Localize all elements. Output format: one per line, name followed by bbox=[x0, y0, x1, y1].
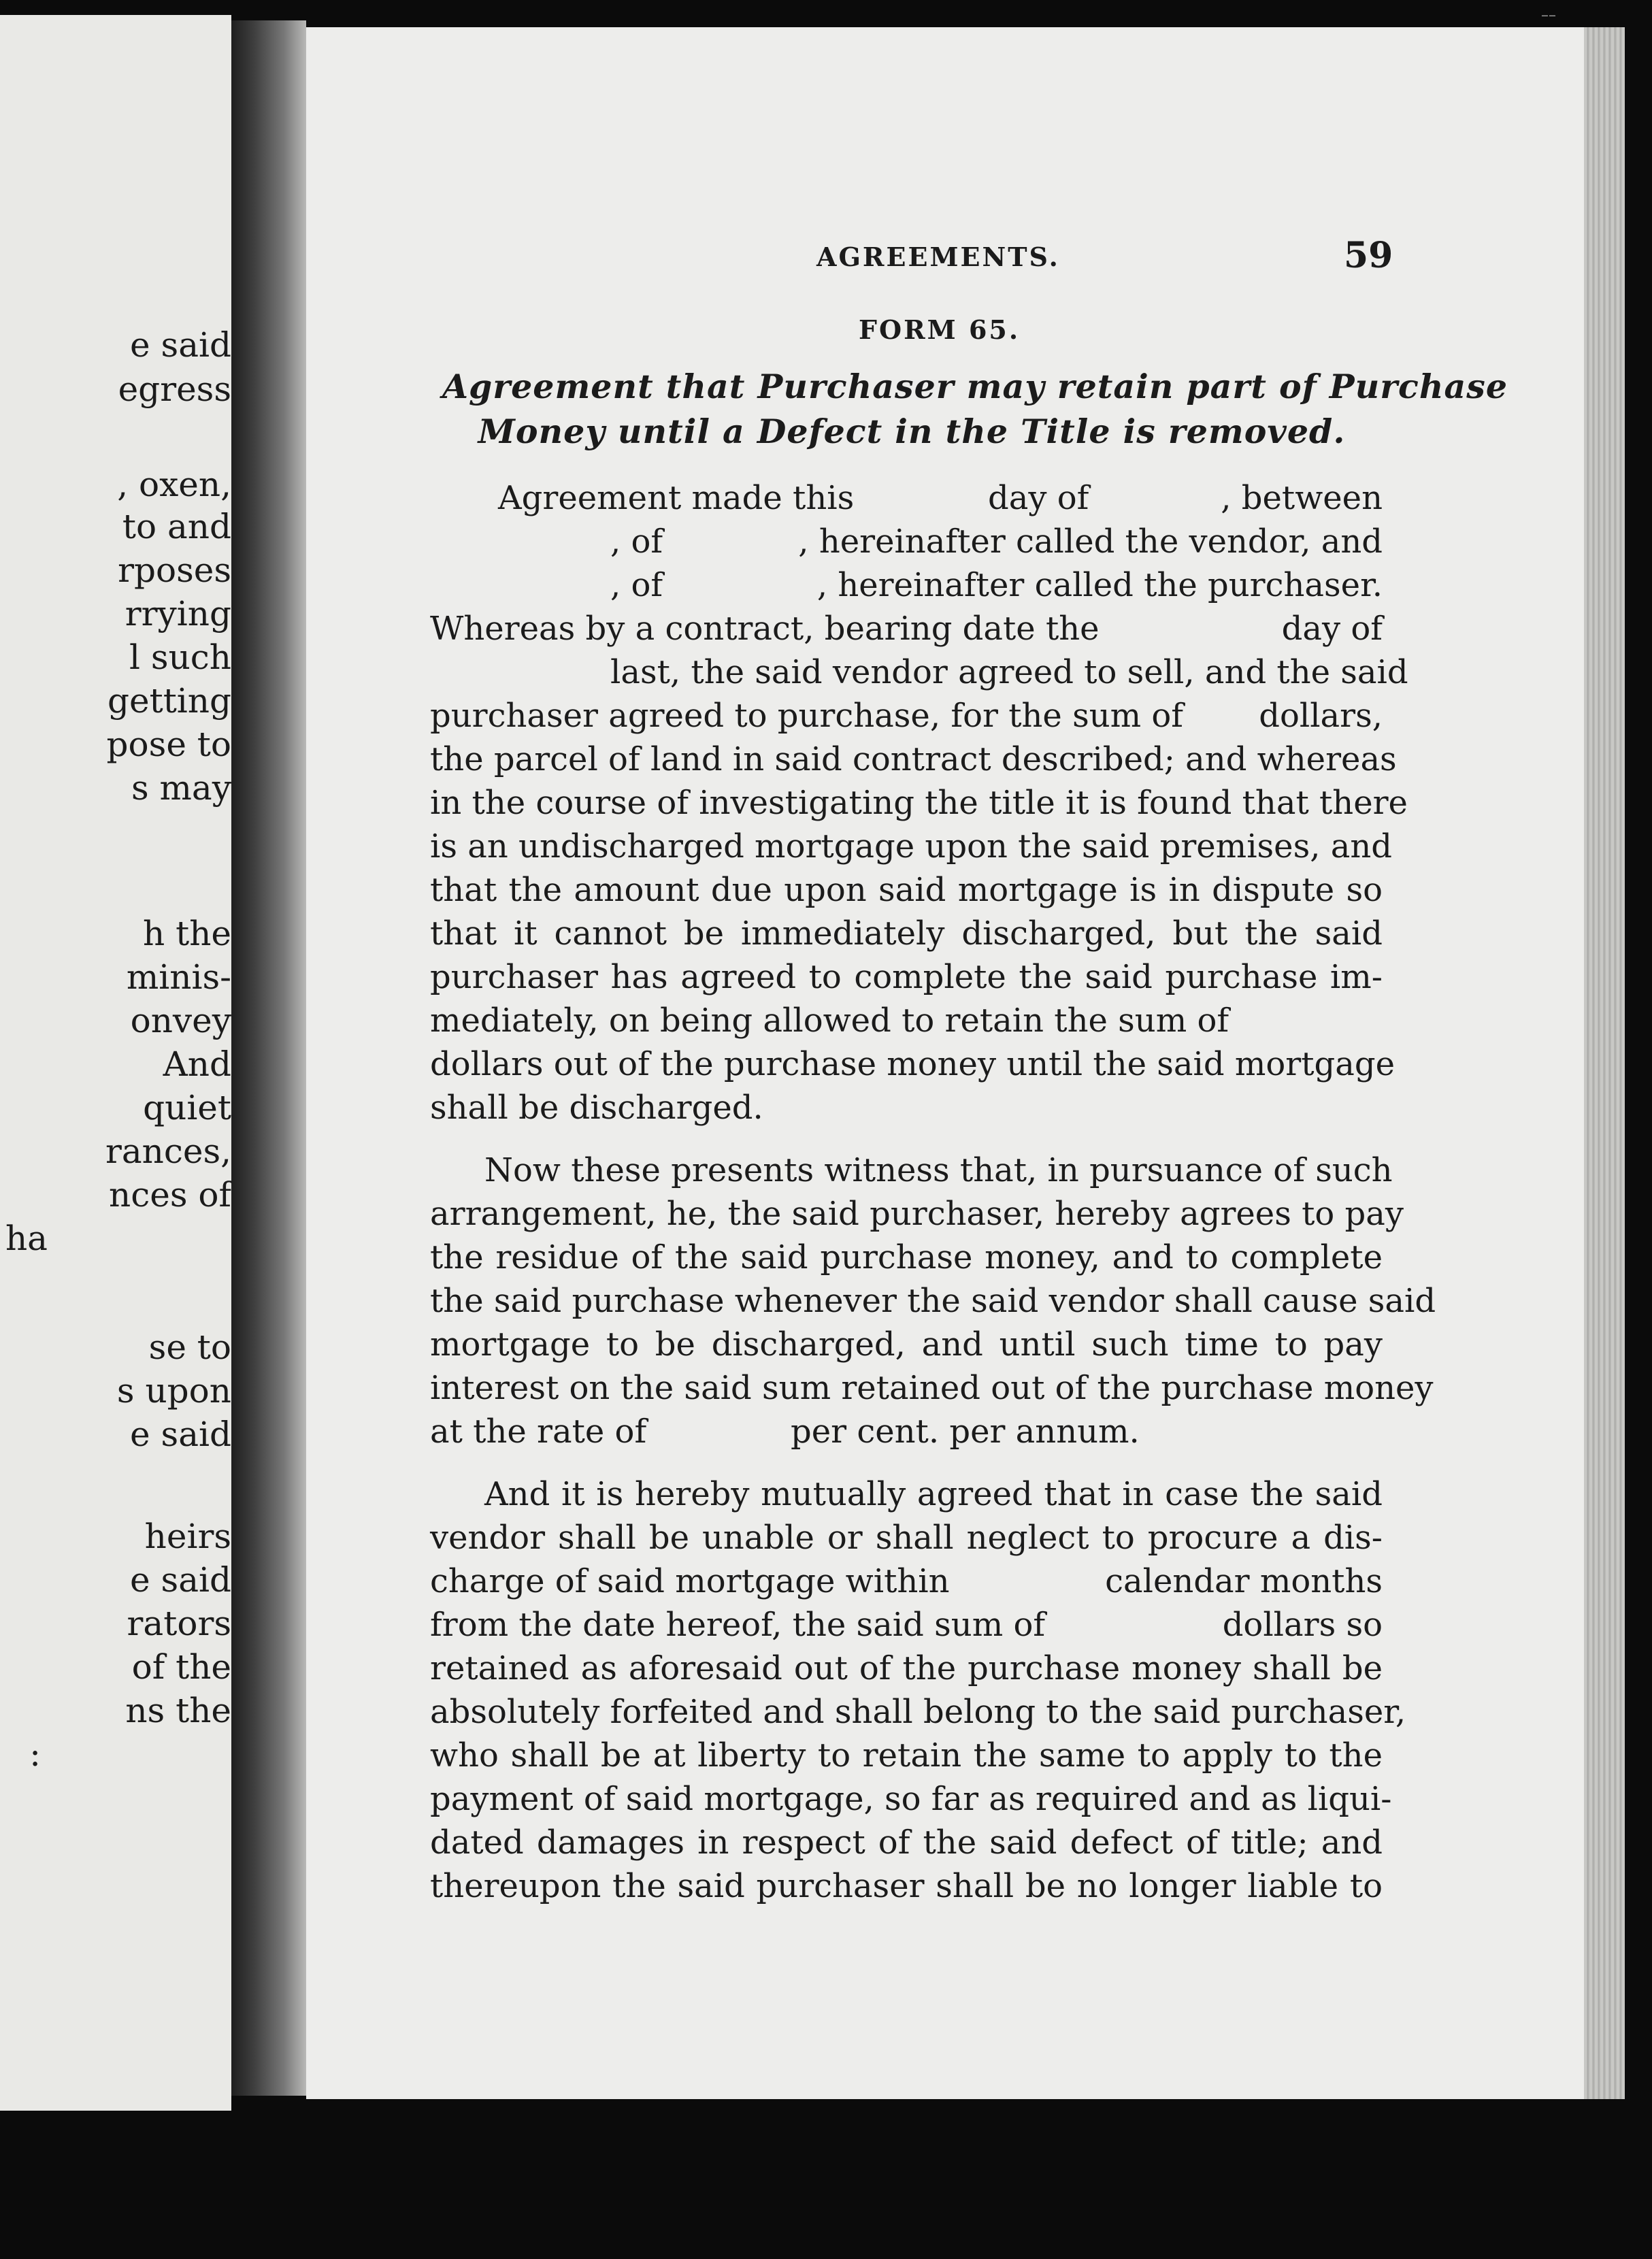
text-fragment: dollars so bbox=[1222, 1606, 1383, 1644]
text-line: who shall be at liberty to retain the same to apply to the bbox=[430, 1736, 1383, 1775]
left-page-line: quiet bbox=[143, 1088, 231, 1127]
left-page-line: egress bbox=[118, 369, 231, 409]
text-line: is an undischarged mortgage upon the said premises, and bbox=[430, 827, 1392, 865]
text-line: payment of said mortgage, so far as required and as liqui- bbox=[430, 1780, 1392, 1818]
text-line: thereupon the said purchaser shall be no longer liable to bbox=[430, 1867, 1383, 1905]
text-fragment: , of bbox=[610, 523, 663, 561]
text-fragment: charge of said mortgage within bbox=[430, 1562, 950, 1600]
text-line: the parcel of land in said contract described; and whereas bbox=[430, 740, 1397, 778]
text-line bbox=[430, 607, 1383, 650]
text-fragment: Agreement made this bbox=[498, 479, 855, 517]
text-line: the said purchase whenever the said vendor shall cause said bbox=[430, 1282, 1436, 1320]
text-line: And it is hereby mutually agreed that in case the said bbox=[484, 1475, 1383, 1513]
left-page-line: rators bbox=[127, 1604, 231, 1643]
text-line: dollars out of the purchase money until the said mortgage bbox=[430, 1045, 1395, 1083]
text-fragment: from the date hereof, the said sum of bbox=[430, 1606, 1046, 1644]
form-number: FORM 65. bbox=[859, 314, 1021, 345]
text-line: that it cannot be immediately discharged, but the said bbox=[430, 914, 1383, 953]
form-title bbox=[442, 364, 1508, 454]
text-fragment: , hereinafter called the purchaser. bbox=[816, 566, 1383, 604]
left-page-line: e said bbox=[130, 1560, 231, 1600]
text-line: interest on the said sum retained out of the purchase money bbox=[430, 1369, 1434, 1407]
left-page-line: h the bbox=[143, 914, 231, 953]
left-page-line: minis- bbox=[126, 957, 231, 997]
text-line bbox=[430, 1603, 1383, 1647]
text-line: mediately, on being allowed to retain the sum of bbox=[430, 1002, 1229, 1040]
text-line: vendor shall be unable or shall neglect to procure a dis- bbox=[430, 1519, 1383, 1557]
text-line: Now these presents witness that, in pursuance of such bbox=[484, 1151, 1393, 1189]
left-page-line: , oxen, bbox=[117, 465, 231, 504]
form-title-line: Money until a Defect in the Title is removed. bbox=[478, 412, 1346, 451]
text-fragment: day of bbox=[988, 479, 1089, 517]
left-page-line: And bbox=[163, 1044, 231, 1084]
text-line bbox=[430, 1410, 1383, 1453]
text-line: purchaser has agreed to complete the said purchase im- bbox=[430, 958, 1383, 996]
left-page-line: e said bbox=[130, 1415, 231, 1454]
text-fragment: day of bbox=[1281, 610, 1383, 648]
running-head: AGREEMENTS. bbox=[816, 242, 1060, 272]
text-line bbox=[430, 1560, 1383, 1603]
text-line bbox=[430, 563, 1383, 607]
text-fragment: , hereinafter called the vendor, and bbox=[798, 523, 1383, 561]
left-facing-page bbox=[0, 15, 231, 2111]
page-stack-edge bbox=[1584, 27, 1625, 2099]
left-page-line: nces of bbox=[109, 1175, 231, 1215]
left-page-line: rrying bbox=[125, 594, 231, 633]
scan-mark: –– bbox=[1541, 7, 1556, 24]
page-number: 59 bbox=[1344, 235, 1393, 276]
text-line: last, the said vendor agreed to sell, and the said bbox=[610, 653, 1408, 691]
text-fragment: at the rate of bbox=[430, 1413, 647, 1451]
left-page-line: s may bbox=[131, 768, 231, 808]
text-line: absolutely forfeited and shall belong to the said purchaser, bbox=[430, 1693, 1406, 1731]
text-line bbox=[430, 520, 1383, 563]
text-fragment: calendar months bbox=[1105, 1562, 1383, 1600]
left-page-line: s upon bbox=[116, 1371, 231, 1411]
left-page-line: e said bbox=[130, 325, 231, 365]
left-page-line: rposes bbox=[118, 550, 231, 590]
text-line: that the amount due upon said mortgage is in dispute so bbox=[430, 871, 1383, 909]
left-page-line: getting bbox=[108, 681, 231, 721]
text-fragment: per cent. per annum. bbox=[791, 1413, 1140, 1451]
left-page-line: onvey bbox=[130, 1001, 231, 1040]
book-gutter-shadow bbox=[231, 20, 306, 2096]
text-line: shall be discharged. bbox=[430, 1089, 763, 1127]
left-page-line: ns the bbox=[125, 1691, 231, 1730]
form-body bbox=[430, 476, 1436, 1908]
text-line: mortgage to be discharged, and until such time to pay bbox=[430, 1325, 1383, 1364]
text-line bbox=[430, 476, 1383, 520]
text-fragment: dollars, bbox=[1259, 697, 1383, 735]
left-page-line: pose to bbox=[106, 725, 231, 764]
form-title-line: Agreement that Purchaser may retain part of Purchase bbox=[442, 367, 1508, 406]
text-line: arrangement, he, the said purchaser, hereby agrees to pay bbox=[430, 1195, 1404, 1233]
text-fragment: purchaser agreed to purchase, for the sum of bbox=[430, 697, 1184, 735]
text-line: the residue of the said purchase money, and to complete bbox=[430, 1238, 1383, 1276]
left-page-line: ha bbox=[5, 1219, 48, 1258]
text-line: retained as aforesaid out of the purchase money shall be bbox=[430, 1649, 1383, 1687]
left-page-line: of the bbox=[131, 1647, 231, 1687]
left-page-line: rances, bbox=[105, 1132, 231, 1171]
left-page-line: heirs bbox=[144, 1517, 231, 1556]
left-page-line: to and bbox=[122, 507, 231, 546]
text-fragment: , of bbox=[610, 566, 663, 604]
text-fragment: Whereas by a contract, bearing date the bbox=[430, 610, 1100, 648]
text-line: in the course of investigating the title it is found that there bbox=[430, 784, 1408, 822]
text-fragment: , between bbox=[1221, 479, 1383, 517]
text-line: dated damages in respect of the said defect of title; and bbox=[430, 1824, 1383, 1862]
left-page-line: : bbox=[29, 1734, 41, 1774]
left-page-line: se to bbox=[148, 1328, 231, 1367]
left-page-line: l such bbox=[129, 638, 231, 677]
text-line bbox=[430, 694, 1383, 738]
